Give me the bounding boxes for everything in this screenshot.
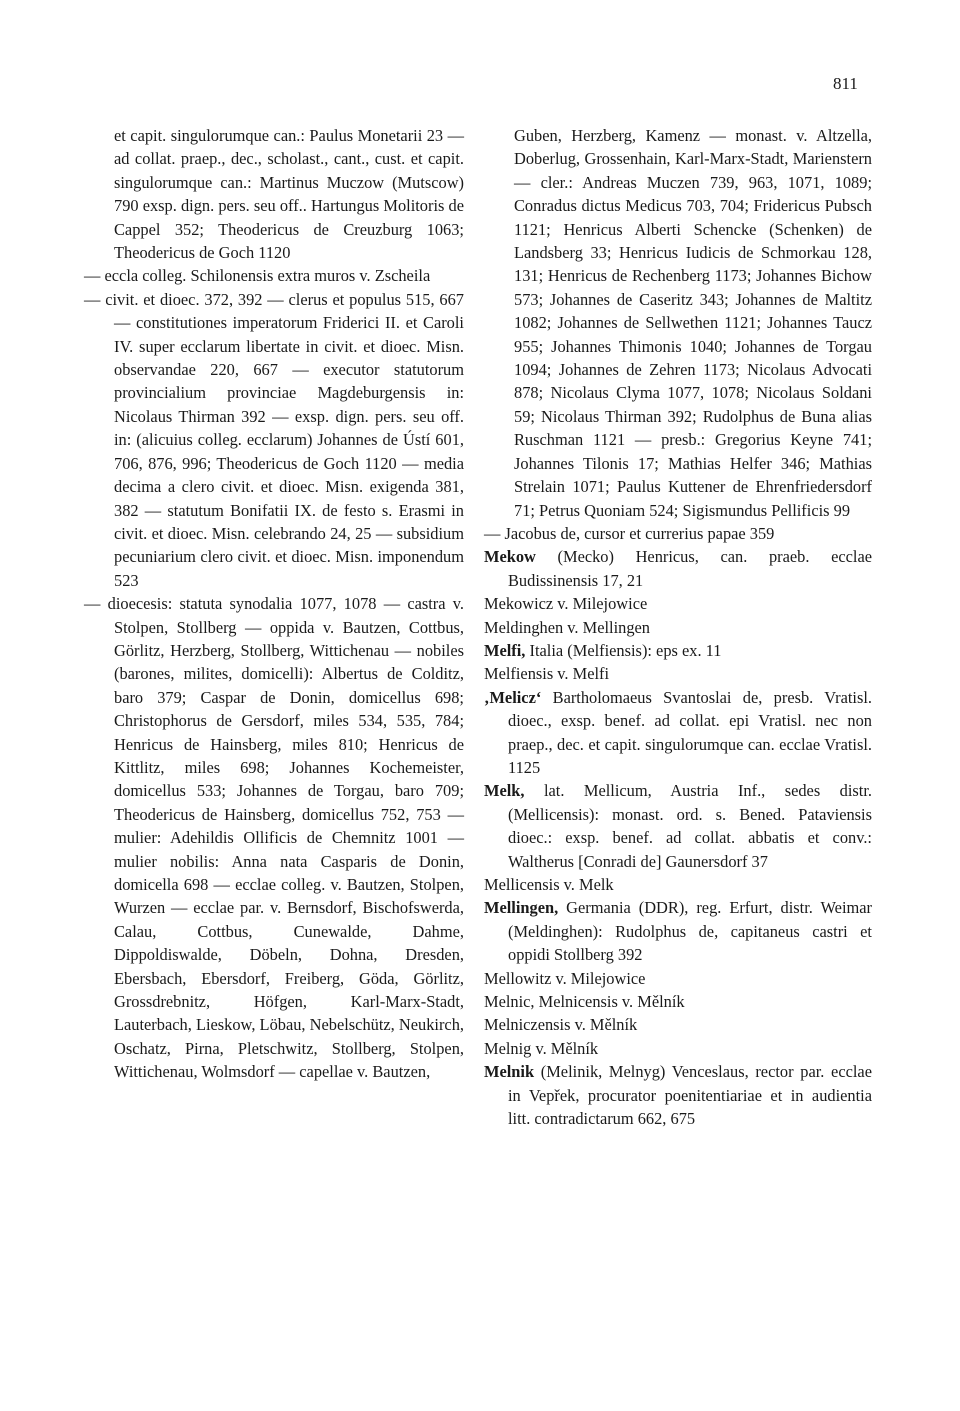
entry-text: Melniczensis v. Mělník [484, 1015, 638, 1035]
entry-text: Melnic, Melnicensis v. Mělník [484, 992, 685, 1012]
index-entry [484, 686, 872, 780]
index-entry [484, 616, 872, 639]
entry-text: Italia (Melfiensis): eps ex. 11 [525, 640, 722, 660]
index-entry [484, 1013, 872, 1036]
entry-text: Meldinghen v. Mellingen [484, 617, 651, 637]
entry-text: (Melinik, Melnyg) Venceslaus, rector par. ecclae in Vepřek, procurator poenitentiariae et in audientia litt. contradictarum 662, 675 [508, 1062, 872, 1129]
index-entry [484, 1037, 872, 1060]
headword: Melnik [484, 1062, 535, 1082]
entry-text: Melnig v. Mělník [484, 1038, 599, 1058]
index-entry [484, 545, 872, 592]
headword: Melk, [484, 781, 525, 801]
entry-text: Mellicensis v. Melk [484, 875, 614, 894]
entry-text: — Jacobus de, cursor et currerius papae 359 [484, 523, 775, 543]
index-entry [484, 873, 872, 896]
headword: Mellingen, [484, 898, 559, 918]
entry-text: Mellowitz v. Milejowice [484, 968, 646, 988]
entry-text: lat. Mellicum, Austria Inf., sedes distr. (Mellicensis): monast. ord. s. Bened. Pataviensis dioec.: exsp. benef. ad collat. abbatis et conv.: Waltherus [Conradi de] Gaunersdorf 37 [508, 781, 872, 871]
right-column [484, 124, 872, 1130]
index-entry [484, 896, 872, 966]
index-entry [484, 592, 872, 615]
index-entry: — civit. et dioec. 372, 392 — clerus et populus 515, 667 — constitutiones imperatorum Friderici II. et Caroli IV. super ecclarum libertate in civit. et dioec. Misn. observandae 220, 667 — executor statutorum provincialium provinciae Magdeburgensis in: Nicolaus Thirman 392 — exsp. dign. pers. seu off. in: (alicuius colleg. ecclarum) Johannes de Ústí 601, 706, 876, 996; Theodericus de Goch 1120 — media decima a clero civit. et dioec. Misn. exigenda 381, 382 — statutum Bonifatii IX. de festo s. Erasmi in civit. et dioec. Misn. celebrando 24, 25 — subsidium pecuniarium clero civit. et dioec. Misn. imponendum 523 [84, 289, 464, 590]
page-number: 811 [833, 74, 858, 93]
index-entry: — eccla colleg. Schilonensis extra muros v. Zscheila [84, 266, 431, 286]
index-entry: et capit. singulorumque can.: Paulus Monetarii 23 — ad collat. praep., dec., scholast., cant., cust. et capit. singulorumque can.: Martinus Muczow (Mutscow) 790 exsp. dign. pers. seu off.. Hartungus Molitoris de Cappel 352; Theodericus de Creuzburg 1063; Theodericus de Goch 1120 [114, 126, 464, 263]
index-entry [484, 967, 872, 990]
entry-text: Mekowicz v. Milejowice [484, 594, 648, 614]
index-entry [484, 124, 872, 522]
headword: Mekow [484, 547, 536, 567]
entry-text: Bartholomaeus Svantoslai de, presb. Vratisl. dioec., exsp. benef. ad collat. epi Vratisl. nec non praep., dec. et capit. singulorumque can. ecclae Vratisl. 1125 [508, 687, 872, 777]
headword: Melfi, [484, 640, 526, 660]
index-entry [484, 1060, 872, 1130]
entry-text: Guben, Herzberg, Kamenz — monast. v. Altzella, Doberlug, Grossenhain, Karl-Marx-Stadt, Marienstern — cler.: Andreas Muczen 739, 963, 1071, 1089; Conradus dictus Medicus 703, 704; Fridericus Pubsch 1121; Henricus Alberti Schencke (Schenken) de Landsberg 33; Henricus Iudicis de Schmorkau 128, 131; Henricus de Rechenberg 1173; Johannes Bichow 573; Johannes de Caseritz 343; Johannes de Maltitz 1082; Johannes de Sellwethen 1121; Johannes Taucz 955; Johannes Thimonis 1040; Johannes de Torgau 1094; Johannes de Zehren 1173; Nicolaus Advocati 878; Nicolaus Clyma 1077, 1078; Nicolaus Soldani 59; Nicolaus Thirman 392; Rudolphus de Buna alias Ruschman 1121 — presb.: Gregorius Keyne 741; Johannes Tilonis 17; Mathias Helfer 346; Mathias Strelain 1071; Paulus Kuttener de Ehrenfriedersdorf 71; Petrus Quoniam 524; Sigismundus Pellificis 99 [514, 126, 872, 520]
index-entry [484, 662, 872, 685]
entry-text: Melfiensis v. Melfi [484, 664, 610, 684]
index-entry [484, 522, 872, 545]
entry-text: (Mecko) Henricus, can. praeb. ecclae Budissinensis 17, 21 [508, 547, 872, 590]
left-column [84, 124, 464, 1084]
index-entry [484, 779, 872, 873]
index-entry: — dioecesis: statuta synodalia 1077, 1078 — castra v. Stolpen, Stollberg — oppida v. Bautzen, Cottbus, Görlitz, Herzberg, Stollberg, Wittichenau — nobiles (barones, milites, domicelli): Albertus de Colditz, baro 379; Caspar de Donin, domicellus 698; Christophorus de Gersdorf, miles 534, 535, 784; Henricus de Hainsberg, miles 810; Henricus de Kittlitz, miles 698; Johannes Kochemeister, domicellus 533; Johannes de Torgau, baro 709; Theodericus de Hainsberg, domicellus 752, 753 — mulier: Adehildis Ollificis de Chemnitz 1001 — mulier nobilis: Anna nata Casparis de Donin, domicella 698 — ecclae colleg. v. Bautzen, Stolpen, Wurzen — ecclae par. v. Bernsdorf, Bischofswerda, Calau, Cottbus, Cunewalde, Dahme, Dippoldiswalde, Döbeln, Dohna, Dresden, Ebersbach, Ebersdorf, Freiberg, Göda, Görlitz, Grossdrebnitz, Höfgen, Karl-Marx-Stadt, Lauterbach, Lieskow, Löbau, Nebelschütz, Neukirch, Oschatz, Pirna, Pletschwitz, Stollberg, Stolpen, Wittichenau, Wolmsdorf — capellae v. Bautzen, [84, 594, 464, 1082]
index-entry [484, 990, 872, 1013]
index-entry [484, 639, 872, 662]
entry-text: Germania (DDR), reg. Erfurt, distr. Weimar (Meldinghen): Rudolphus de, capitaneus castri et oppidi Stollberg 392 [508, 898, 872, 965]
headword: ‚Melicz‘ [484, 687, 542, 707]
